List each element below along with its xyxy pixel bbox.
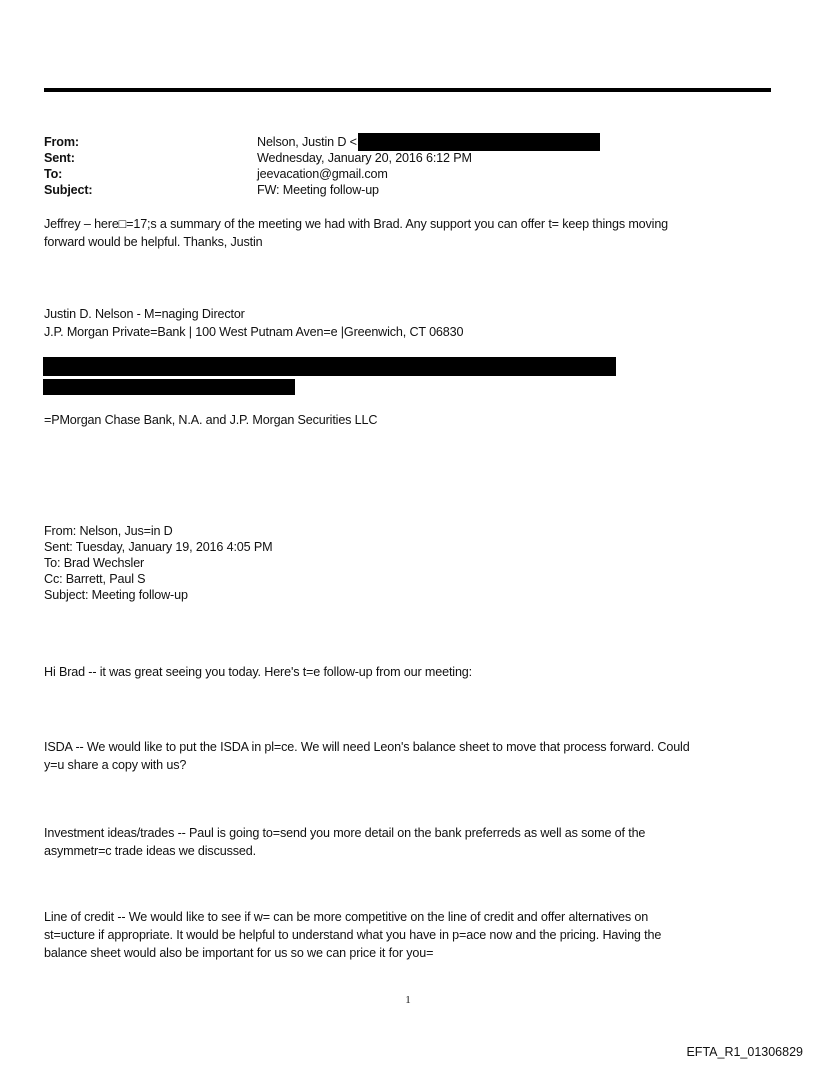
subject-value: FW: Meeting follow-up [257, 183, 379, 197]
to-value: jeevacation@gmail.com [257, 167, 388, 181]
header-rule [44, 88, 771, 92]
fwd-to: To: Brad Wechsler [44, 556, 145, 570]
subject-label: Subject: [44, 183, 93, 197]
from-label: From: [44, 135, 79, 149]
credit-line-1: Line of credit -- We would like to see if w= can be more competitive on the line of credit and offer alternatives on [44, 910, 649, 924]
credit-line-3: balance sheet would also be important for us so we can price it for you= [44, 946, 434, 960]
bates-number: EFTA_R1_01306829 [686, 1045, 803, 1059]
to-label: To: [44, 167, 63, 181]
intro-line-2: forward would be helpful. Thanks, Justin [44, 235, 263, 249]
investment-line-2: asymmetr=c trade ideas we discussed. [44, 844, 256, 858]
from-row [257, 134, 600, 150]
fwd-subject: Subject: Meeting follow-up [44, 588, 188, 602]
investment-line-1: Investment ideas/trades -- Paul is going to=send you more detail on the bank preferreds as well as some of the [44, 826, 646, 840]
fwd-from: From: Nelson, Jus=in D [44, 524, 173, 538]
redaction-email [358, 133, 600, 151]
page-number: 1 [405, 994, 411, 1006]
redaction-contact-2 [43, 379, 295, 395]
credit-line-2: st=ucture if appropriate. It would be helpful to understand what you have in p=ace now and the pricing. Having the [44, 928, 662, 942]
isda-line-1: ISDA -- We would like to put the ISDA in pl=ce. We will need Leon's balance sheet to move that process forward. Could [44, 740, 690, 754]
sent-label: Sent: [44, 151, 75, 165]
fwd-greeting: Hi Brad -- it was great seeing you today. Here's t=e follow-up from our meeting: [44, 665, 473, 679]
fwd-cc: Cc: Barrett, Paul S [44, 572, 146, 586]
sent-value: Wednesday, January 20, 2016 6:12 PM [257, 151, 472, 165]
fwd-sent: Sent: Tuesday, January 19, 2016 4:05 PM [44, 540, 273, 554]
redaction-contact-1 [43, 357, 616, 376]
signature-address: J.P. Morgan Private=Bank | 100 West Putnam Aven=e |Greenwich, CT 06830 [44, 325, 464, 339]
legal-entity: =PMorgan Chase Bank, N.A. and J.P. Morgan Securities LLC [44, 413, 378, 427]
isda-line-2: y=u share a copy with us? [44, 758, 187, 772]
from-value: Nelson, Justin D < [257, 135, 357, 149]
intro-line-1: Jeffrey – here□=17;s a summary of the meeting we had with Brad. Any support you can offer t= keep things moving [44, 217, 669, 231]
signature-name: Justin D. Nelson - M=naging Director [44, 307, 245, 321]
